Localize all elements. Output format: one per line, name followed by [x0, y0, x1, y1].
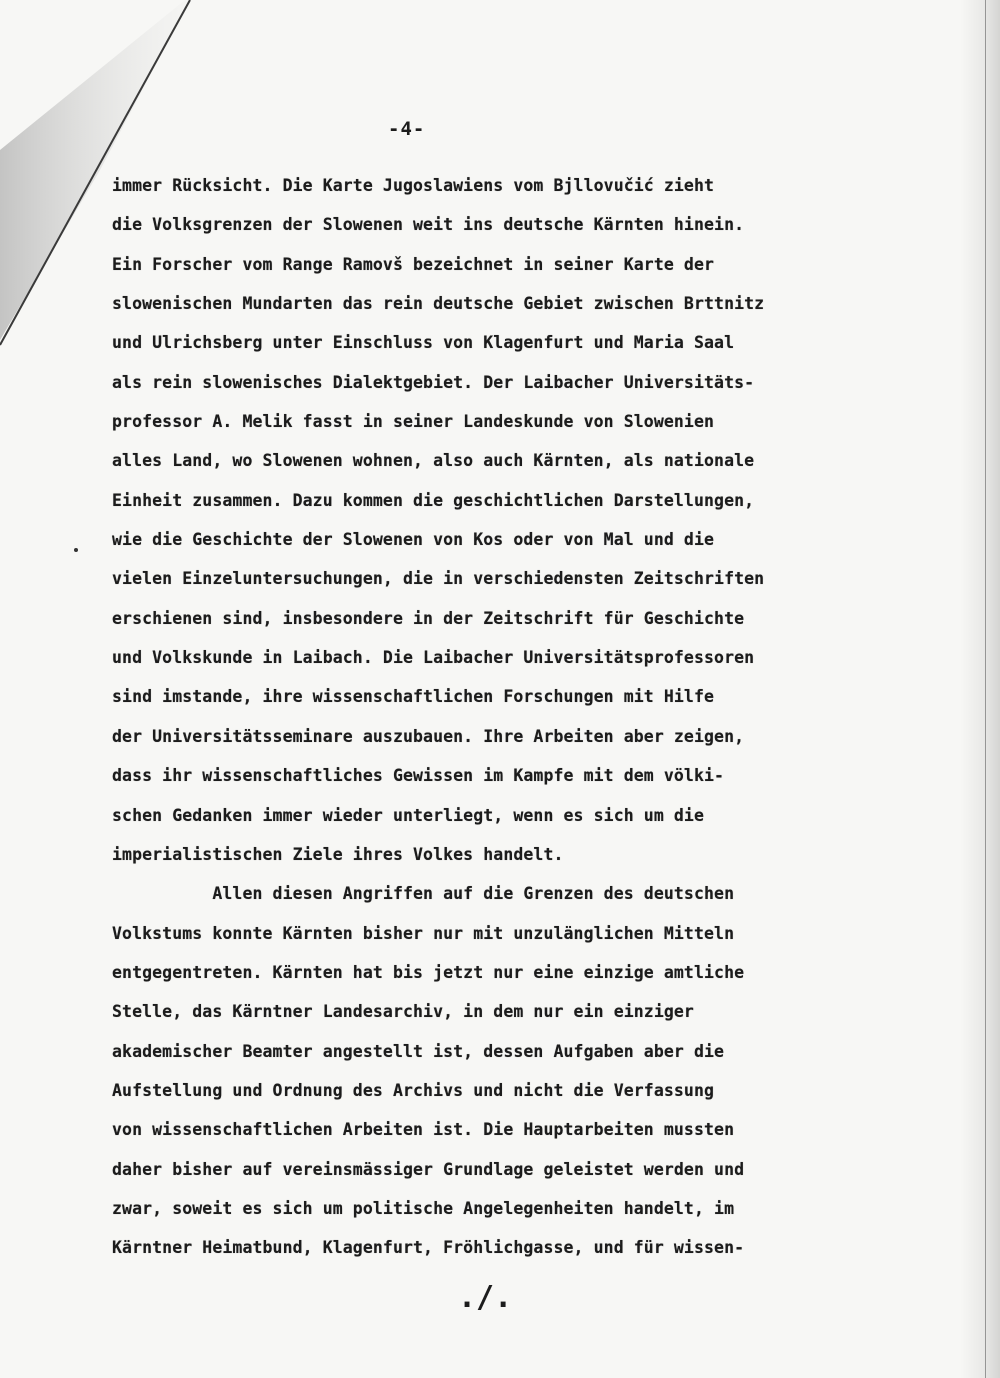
text-line: dass ihr wissenschaftliches Gewissen im Kampfe mit dem völki- [112, 766, 725, 786]
text-line: wie die Geschichte der Slowenen von Kos oder von Mal und die [112, 530, 715, 550]
ink-speck [74, 548, 78, 552]
text-line: Einheit zusammen. Dazu kommen die geschichtlichen Darstellungen, [112, 490, 755, 510]
text-line: Kärntner Heimatbund, Klagenfurt, Fröhlichgasse, und für wissen- [112, 1238, 745, 1258]
page-edge-shadow [960, 0, 1000, 1378]
text-line: von wissenschaftlichen Arbeiten ist. Die Hauptarbeiten mussten [112, 1120, 735, 1140]
text-line: der Universitätsseminare auszubauen. Ihre Arbeiten aber zeigen, [112, 726, 745, 746]
text-line: Ein Forscher vom Range Ramovš bezeichnet in seiner Karte der [112, 254, 715, 274]
text-line: und Volkskunde in Laibach. Die Laibacher Universitätsprofessoren [112, 648, 755, 668]
text-line: Stelle, das Kärntner Landesarchiv, in dem nur ein einziger [112, 1002, 694, 1022]
page-edge-line [985, 0, 986, 1378]
text-line: die Volksgrenzen der Slowenen weit ins deutsche Kärnten hinein. [112, 215, 745, 235]
text-line: professor A. Melik fasst in seiner Landeskunde von Slowenien [112, 412, 715, 432]
text-line: schen Gedanken immer wieder unterliegt, wenn es sich um die [112, 805, 704, 825]
body-text [112, 166, 912, 1268]
page-number: -4- [388, 118, 426, 140]
text-line: und Ulrichsberg unter Einschluss von Klagenfurt und Maria Saal [112, 333, 735, 353]
text-line: Volkstums konnte Kärnten bisher nur mit unzulänglichen Mitteln [112, 923, 735, 943]
text-line: zwar, soweit es sich um politische Angelegenheiten handelt, im [112, 1198, 735, 1218]
text-line: imperialistischen Ziele ihres Volkes handelt. [112, 844, 564, 864]
text-line: Allen diesen Angriffen auf die Grenzen des deutschen [112, 884, 735, 904]
text-line: alles Land, wo Slowenen wohnen, also auch Kärnten, als nationale [112, 451, 755, 471]
text-line: slowenischen Mundarten das rein deutsche Gebiet zwischen Brttnitz [112, 294, 765, 314]
continuation-mark: ./. [458, 1280, 513, 1315]
text-line: daher bisher auf vereinsmässiger Grundlage geleistet werden und [112, 1159, 745, 1179]
text-line: akademischer Beamter angestellt ist, dessen Aufgaben aber die [112, 1041, 725, 1061]
text-line: sind imstande, ihre wissenschaftlichen Forschungen mit Hilfe [112, 687, 715, 707]
text-line: Aufstellung und Ordnung des Archivs und nicht die Verfassung [112, 1080, 715, 1100]
text-line: vielen Einzeluntersuchungen, die in verschiedensten Zeitschriften [112, 569, 765, 589]
text-line: immer Rücksicht. Die Karte Jugoslawiens vom Bjllovučić zieht [112, 176, 715, 195]
text-line: entgegentreten. Kärnten hat bis jetzt nur eine einzige amtliche [112, 962, 745, 982]
text-line: als rein slowenisches Dialektgebiet. Der Laibacher Universitäts- [112, 372, 755, 392]
text-line: erschienen sind, insbesondere in der Zeitschrift für Geschichte [112, 608, 745, 628]
